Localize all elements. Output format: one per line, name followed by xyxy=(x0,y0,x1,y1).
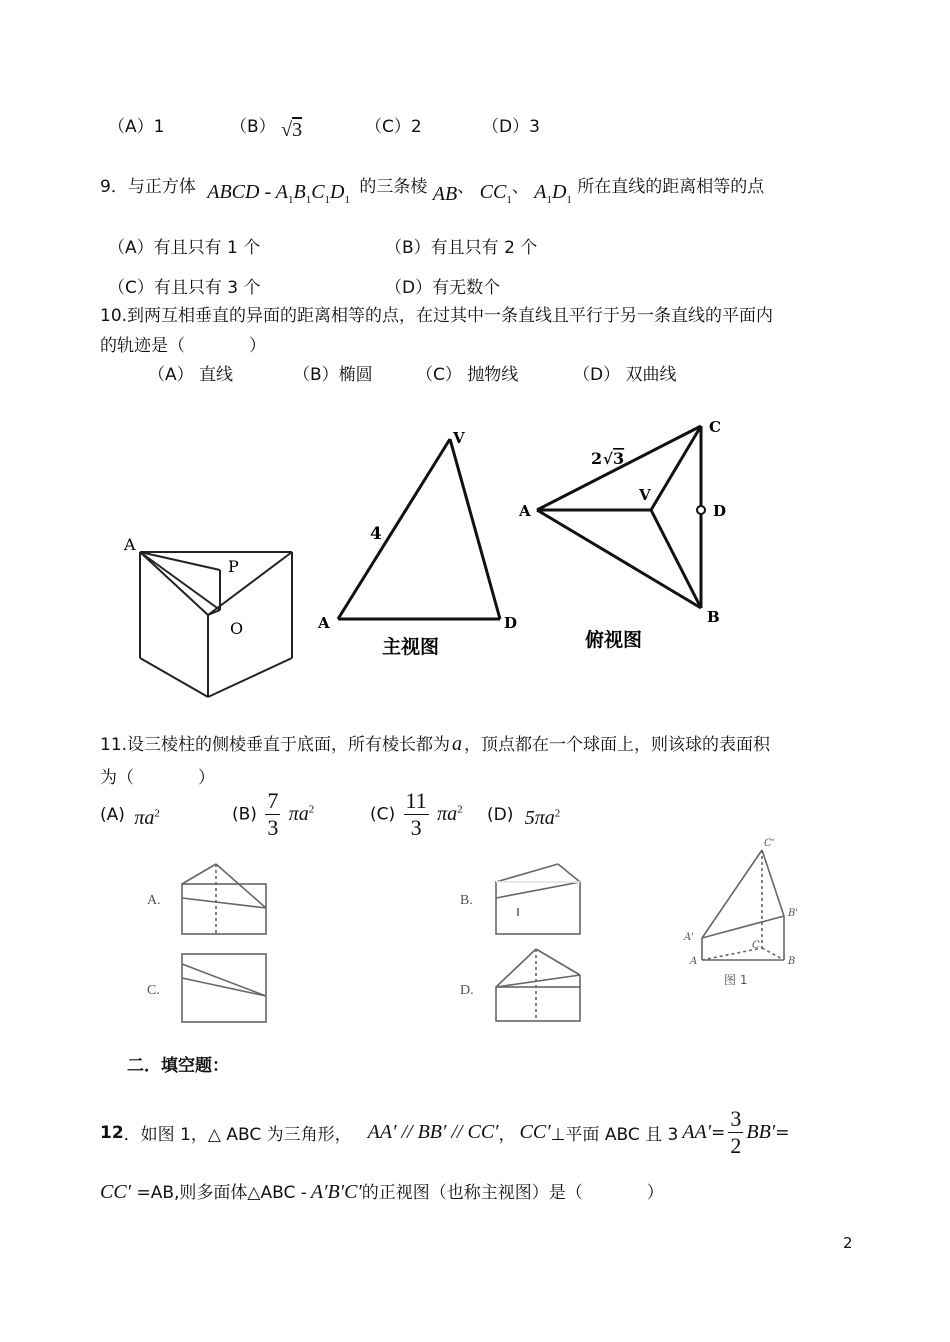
q12-parallel-expr: AA′ // BB′ // CC′ xyxy=(367,1121,499,1143)
q8-option-c: （C）2 xyxy=(365,117,422,137)
q9-sub: 1 xyxy=(344,194,350,206)
q11-line2-prefix: 为（ xyxy=(100,768,134,788)
q12-equals: = xyxy=(711,1122,726,1143)
q11-option-c xyxy=(370,790,463,839)
q11-line1-prefix: 11.设三棱柱的侧棱垂直于底面，所有棱长都为 xyxy=(100,735,451,755)
choice-b-edge xyxy=(496,864,558,882)
choice-a-frame xyxy=(182,884,266,934)
front-view-label-d: D xyxy=(504,614,518,632)
q10-line2 xyxy=(100,331,266,356)
q11-option-b-expr xyxy=(289,803,315,825)
q10-option-a: （A） 直线 xyxy=(148,365,234,385)
q8-option-a: （A）1 xyxy=(108,117,165,137)
top-view-label-d: D xyxy=(713,502,727,520)
front-view-edge xyxy=(338,439,450,619)
q9-cube-b: B xyxy=(293,181,306,203)
q12-text: ．如图 1，△ ABC 为三角形， xyxy=(123,1125,352,1145)
figure-1-label-c-prime: C' xyxy=(764,838,775,849)
q11-variable-a: a xyxy=(452,733,463,755)
q9-suffix: 所在直线的距离相等的点 xyxy=(577,177,765,197)
q11-option-c-numerator: 11 xyxy=(405,788,427,813)
q12-fraction-numerator: 3 xyxy=(730,1106,742,1131)
q11-line2-suffix: ） xyxy=(198,768,215,788)
q11-option-b-numerator: 7 xyxy=(267,788,279,813)
q10-line2-prefix: 的轨迹是（ xyxy=(100,336,185,356)
q11-option-b-fraction xyxy=(265,790,280,839)
q9-sub: 1 xyxy=(506,194,512,206)
q11-option-b-label: (B) xyxy=(232,804,257,825)
q11-exponent: 2 xyxy=(457,803,463,816)
q12-line1 xyxy=(100,1108,789,1157)
q10-line2-suffix: ） xyxy=(249,336,266,356)
q9-cube-name xyxy=(207,181,350,206)
q9-cube-a: ABCD - A xyxy=(207,181,288,203)
choice-c-frame xyxy=(182,954,266,1022)
q9-edge-cc-text: CC xyxy=(479,181,507,203)
top-view-edge-sqrt: √ xyxy=(603,450,613,468)
q11-option-c-value: πa xyxy=(437,803,458,825)
q11-exponent: 2 xyxy=(554,807,561,820)
q10-option-b: （B）椭圆 xyxy=(293,365,373,385)
q9-edge-cc xyxy=(479,181,512,206)
q12-line2-text: =AB,则多面体△ABC - xyxy=(131,1183,307,1203)
prism-edge xyxy=(140,552,208,615)
q11-option-a-label: (A) xyxy=(100,805,125,825)
prism-label-a: A xyxy=(124,535,136,554)
figure-1-edge xyxy=(762,850,784,916)
choice-d-edge xyxy=(536,949,580,975)
choice-b-edge xyxy=(558,864,580,882)
q8-option-b-label: （B） xyxy=(230,117,276,137)
q12-cc: CC′ xyxy=(519,1121,551,1143)
q9-edge-ad xyxy=(534,181,572,206)
q9-sub: 1 xyxy=(566,194,572,206)
q11-exponent: 2 xyxy=(154,807,160,820)
q9-sub: 1 xyxy=(305,194,312,206)
q11-option-b-denominator: 3 xyxy=(267,815,279,840)
q12-number: 12 xyxy=(100,1122,124,1143)
q8-option-b xyxy=(230,112,303,141)
page-number: 2 xyxy=(843,1234,853,1252)
q8-option-b-sqrt: √3 xyxy=(281,119,303,141)
q10-option-c: （C） 抛物线 xyxy=(416,365,519,385)
q12-line2-close: ） xyxy=(646,1183,664,1203)
top-view-label-b: B xyxy=(707,608,720,626)
choice-d-edge xyxy=(496,975,580,987)
q9-separator: 、 xyxy=(511,177,529,197)
choice-d-edge xyxy=(496,949,536,987)
prism-label-p: P xyxy=(228,557,239,576)
prism-label-o: O xyxy=(230,619,244,638)
choice-d-figure xyxy=(492,945,587,1025)
q11-option-d xyxy=(487,803,561,829)
q12-fraction xyxy=(728,1108,743,1157)
q9-option-c: （C）有且只有 3 个 xyxy=(108,278,261,298)
front-view-edge xyxy=(450,439,500,619)
q11-option-c-fraction xyxy=(404,790,429,839)
choice-label-d: D. xyxy=(460,983,474,998)
top-view-figure xyxy=(515,412,745,657)
q12-line2-suffix: 的正视图（也称主视图）是（ xyxy=(361,1183,583,1203)
figure-1-caption: 图 1 xyxy=(724,973,748,987)
q9-middle: 的三条棱 xyxy=(359,177,428,197)
top-view-title: 俯视图 xyxy=(585,629,643,651)
figure-1 xyxy=(680,830,810,1000)
choice-a-edge xyxy=(182,898,266,908)
choice-label-a: A. xyxy=(147,893,161,908)
top-view-edge-coef: 2 xyxy=(591,449,603,468)
choice-b-edge xyxy=(496,882,580,898)
prism-figure xyxy=(110,530,300,700)
q11-line1 xyxy=(100,730,770,756)
choice-label-c: C. xyxy=(147,983,160,998)
figure-1-label-c: C xyxy=(752,940,760,951)
q12-line2-cc: CC′ xyxy=(100,1181,132,1203)
figure-1-label-a-prime: A' xyxy=(684,932,694,943)
prism-edge xyxy=(208,658,292,697)
front-view-title: 主视图 xyxy=(382,636,440,658)
top-view-point-d xyxy=(697,506,705,514)
top-view-edge-root: 3 xyxy=(613,449,625,468)
q8-option-d: （D）3 xyxy=(482,117,540,137)
q12-line2 xyxy=(100,1178,664,1204)
q9-sub: 1 xyxy=(287,194,294,206)
q11-line2 xyxy=(100,763,215,788)
front-view-figure xyxy=(310,425,525,665)
figure-1-label-a: A xyxy=(690,956,698,967)
figure-1-hidden-edge xyxy=(762,948,784,960)
top-view-label-c: C xyxy=(709,418,721,436)
q11-option-b xyxy=(232,790,314,839)
choice-a-edge xyxy=(182,864,216,884)
q11-line1-suffix: ，顶点都在一个球面上，则该球的表面积 xyxy=(464,735,771,755)
front-view-label-v: V xyxy=(453,429,465,447)
q9-edge-ab: AB xyxy=(432,183,458,205)
q9-edge-a: A xyxy=(534,181,547,203)
q11-option-a-expr xyxy=(134,807,160,829)
q11-option-d-value: 5πa xyxy=(524,807,555,829)
q11-option-c-expr xyxy=(437,803,463,825)
q11-option-c-label: (C) xyxy=(370,804,396,825)
choice-a-figure xyxy=(178,860,273,938)
front-view-edge-length: 4 xyxy=(370,524,382,544)
q9-sub: 1 xyxy=(546,194,552,206)
figure-1-label-b-prime: B' xyxy=(788,908,799,919)
q12-perp: ⊥平面 ABC 且 3 xyxy=(550,1125,679,1145)
q11-option-a-value: πa xyxy=(134,807,155,829)
section-title: 二．填空题： xyxy=(127,1056,229,1076)
q11-option-d-expr xyxy=(525,807,561,829)
q9-sub: 1 xyxy=(324,194,331,206)
q11-option-c-denominator: 3 xyxy=(410,815,422,840)
choice-d-frame xyxy=(496,987,580,1021)
q11-exponent: 2 xyxy=(308,803,315,816)
q12-line2-abc: A′B′C′ xyxy=(310,1181,362,1203)
q10-line1: 10.到两互相垂直的异面的距离相等的点，在过其中一条直线且平行于另一条直线的平面内 xyxy=(100,306,774,326)
q9-edge-d: D xyxy=(551,181,567,203)
top-view-label-v: V xyxy=(639,486,651,504)
q9-separator: 、 xyxy=(457,177,475,197)
q11-option-d-label: (D) xyxy=(487,805,514,825)
q12-comma: ， xyxy=(498,1125,516,1145)
q9-stem xyxy=(100,172,765,206)
q12-equals: = xyxy=(775,1122,790,1143)
choice-c-figure xyxy=(178,950,273,1025)
q10-option-d: （D） 双曲线 xyxy=(573,365,677,385)
front-view-label-a: A xyxy=(318,614,330,632)
q9-option-d: （D）有无数个 xyxy=(385,278,501,298)
q12-fraction-denominator: 2 xyxy=(730,1133,742,1158)
q11-option-b-value: πa xyxy=(288,803,309,825)
choice-b-figure xyxy=(492,860,587,938)
q9-cube-d: D xyxy=(330,181,345,203)
q12-bb: BB′ xyxy=(746,1121,776,1143)
q12-aa: AA′ xyxy=(682,1121,712,1143)
q9-prefix: 9．与正方体 xyxy=(100,177,196,197)
q8-option-b-radicand: 3 xyxy=(292,119,303,141)
q9-option-a: （A）有且只有 1 个 xyxy=(108,238,261,258)
prism-edge xyxy=(140,658,208,697)
q9-option-b: （B）有且只有 2 个 xyxy=(385,238,538,258)
choice-a-edge xyxy=(216,864,266,908)
q11-option-a xyxy=(100,803,160,829)
top-view-label-a: A xyxy=(519,502,531,520)
figure-1-label-b: B xyxy=(788,956,796,967)
q9-cube-c: C xyxy=(311,181,325,203)
choice-label-b: B. xyxy=(460,893,473,908)
